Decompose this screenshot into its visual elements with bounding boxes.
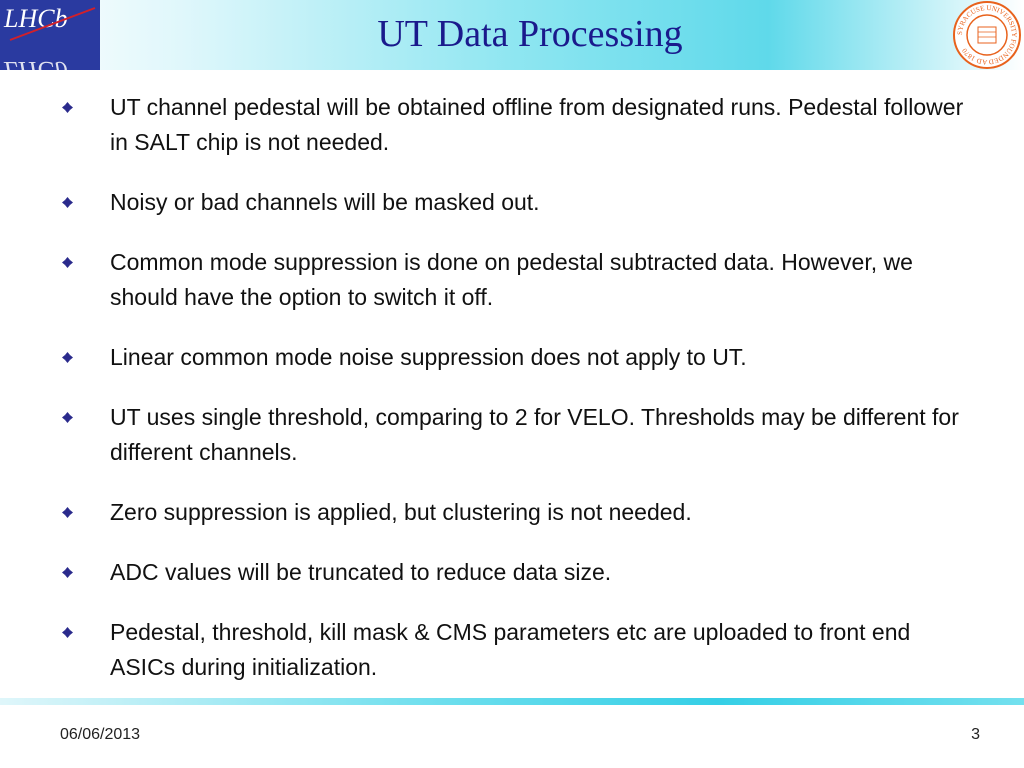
footer-divider — [0, 698, 1024, 705]
bullet-list — [0, 90, 1024, 710]
diamond-bullet-icon — [62, 102, 73, 113]
diamond-bullet-icon — [62, 627, 73, 638]
list-item — [0, 555, 1024, 590]
list-item-text: UT channel pedestal will be obtained offline from designated runs. Pedestal follower in SALT chip is not needed. — [110, 94, 964, 155]
diamond-bullet-icon — [62, 567, 73, 578]
list-item-text: Noisy or bad channels will be masked out. — [110, 189, 540, 215]
footer-date: 06/06/2013 — [60, 726, 141, 743]
diamond-bullet-icon — [62, 412, 73, 423]
list-item-text: ADC values will be truncated to reduce data size. — [110, 559, 612, 585]
header-bar — [0, 0, 1024, 85]
syracuse-university-seal — [950, 0, 1024, 70]
list-item — [0, 245, 1024, 315]
list-item-text: Common mode suppression is done on pedestal subtracted data. However, we should have the option to switch it off. — [110, 249, 913, 310]
list-item-text: Pedestal, threshold, kill mask & CMS parameters etc are uploaded to front end ASICs during initialization. — [110, 619, 911, 680]
lhcb-logo-text: LHCb — [4, 4, 68, 33]
list-item-text: Linear common mode noise suppression does not apply to UT. — [110, 344, 747, 370]
diamond-bullet-icon — [62, 352, 73, 363]
lhcb-logo-reflection: LHCb — [4, 56, 68, 85]
list-item-text: UT uses single threshold, comparing to 2 for VELO. Thresholds may be different for different channels. — [110, 404, 959, 465]
seal-text: SYRACUSE UNIVERSITY FOUNDED AD 1870 — [955, 3, 1019, 67]
list-item — [0, 340, 1024, 375]
list-item — [0, 400, 1024, 470]
lhcb-logo — [0, 0, 100, 85]
diamond-bullet-icon — [62, 197, 73, 208]
list-item — [0, 185, 1024, 220]
diamond-bullet-icon — [62, 507, 73, 518]
page-number: 3 — [971, 726, 980, 743]
list-item-text: Zero suppression is applied, but clustering is not needed. — [110, 499, 692, 525]
slide-title: UT Data Processing — [377, 13, 683, 55]
list-item — [0, 615, 1024, 685]
diamond-bullet-icon — [62, 257, 73, 268]
list-item — [0, 495, 1024, 530]
list-item — [0, 90, 1024, 160]
